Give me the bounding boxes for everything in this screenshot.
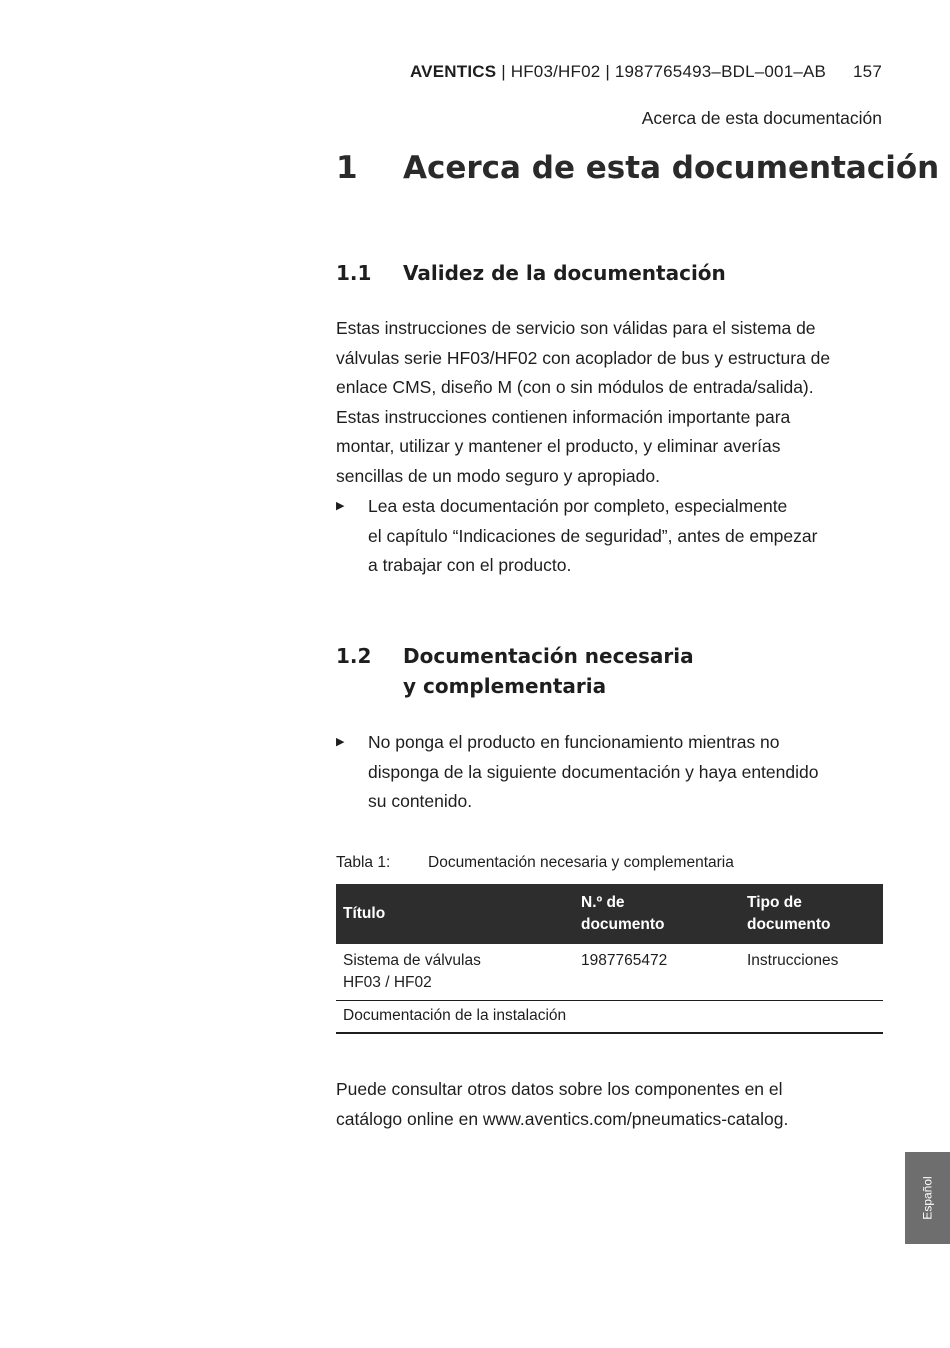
documentation-table bbox=[336, 884, 883, 1034]
section-1-1-heading bbox=[336, 258, 726, 288]
text-line: No ponga el producto en funcionamiento mientras no bbox=[368, 732, 780, 752]
section-number: 1.1 bbox=[336, 261, 372, 285]
section-number: 1.2 bbox=[336, 644, 372, 668]
chapter-title: Acerca de esta documentación bbox=[403, 150, 940, 186]
text-line: Lea esta documentación por completo, especialmente bbox=[368, 496, 788, 516]
header-document-number: N.º de documento bbox=[574, 884, 740, 944]
running-section-title: Acerca de esta documentación bbox=[641, 108, 882, 128]
bullet-triangle-icon: ▶ bbox=[336, 500, 345, 512]
text-line: el capítulo “Indicaciones de seguridad”, antes de empezar bbox=[368, 525, 818, 546]
cell-title: Sistema de válvulas HF03 / HF02 bbox=[336, 944, 574, 1001]
read-documentation-instruction bbox=[336, 492, 886, 581]
document-reference: | HF03/HF02 | 1987765493–BDL–001–AB bbox=[501, 62, 827, 81]
cell-type: Instrucciones bbox=[740, 944, 883, 1001]
language-tab bbox=[905, 1152, 950, 1244]
catalog-paragraph bbox=[336, 1075, 886, 1134]
text-line: disponga de la siguiente documentación y haya entendido bbox=[368, 761, 819, 782]
text-line: Estas instrucciones contienen información importante para bbox=[336, 406, 791, 427]
text-line: Puede consultar otros datos sobre los componentes en el bbox=[336, 1079, 783, 1099]
header-title: Título bbox=[336, 884, 574, 944]
text-line: válvulas serie HF03/HF02 con acoplador de bus y estructura de bbox=[336, 347, 831, 368]
text-line: catálogo online en www.aventics.com/pneumatics-catalog. bbox=[336, 1108, 789, 1129]
section-1-2-heading bbox=[336, 641, 694, 701]
chapter-number: 1 bbox=[336, 150, 358, 186]
section-title: Validez de la documentación bbox=[403, 261, 726, 285]
text-line: su contenido. bbox=[368, 791, 473, 812]
running-header bbox=[410, 62, 882, 82]
header-document-type: Tipo de documento bbox=[740, 884, 883, 944]
text-line: montar, utilizar y mantener el producto, y eliminar averías bbox=[336, 436, 781, 457]
caption-label: Tabla 1: bbox=[336, 854, 391, 871]
section-title-line-2: y complementaria bbox=[403, 674, 607, 698]
text-line: a trabajar con el producto. bbox=[368, 555, 572, 576]
text-line: enlace CMS, diseño M (con o sin módulos de entrada/salida). bbox=[336, 377, 814, 398]
cell-installation-docs: Documentación de la instalación bbox=[336, 1001, 883, 1034]
operation-warning-instruction bbox=[336, 728, 886, 817]
cell-number: 1987765472 bbox=[574, 944, 740, 1001]
text-line: sencillas de un modo seguro y apropiado. bbox=[336, 465, 660, 486]
table-row bbox=[336, 944, 883, 1001]
table-header-row bbox=[336, 884, 883, 944]
table-caption bbox=[336, 854, 734, 872]
bullet-text bbox=[368, 728, 886, 817]
text-line: Estas instrucciones de servicio son válidas para el sistema de bbox=[336, 318, 816, 338]
brand-name: AVENTICS bbox=[409, 62, 497, 81]
bullet-text bbox=[368, 492, 886, 581]
chapter-heading bbox=[336, 150, 939, 186]
validity-paragraph bbox=[336, 314, 886, 492]
section-title-line-1: Documentación necesaria bbox=[403, 644, 694, 668]
caption-text: Documentación necesaria y complementaria bbox=[428, 854, 734, 871]
table-row bbox=[336, 1001, 883, 1034]
bullet-triangle-icon: ▶ bbox=[336, 736, 345, 748]
page-number: 157 bbox=[853, 62, 882, 81]
language-label: Español bbox=[920, 1176, 935, 1220]
